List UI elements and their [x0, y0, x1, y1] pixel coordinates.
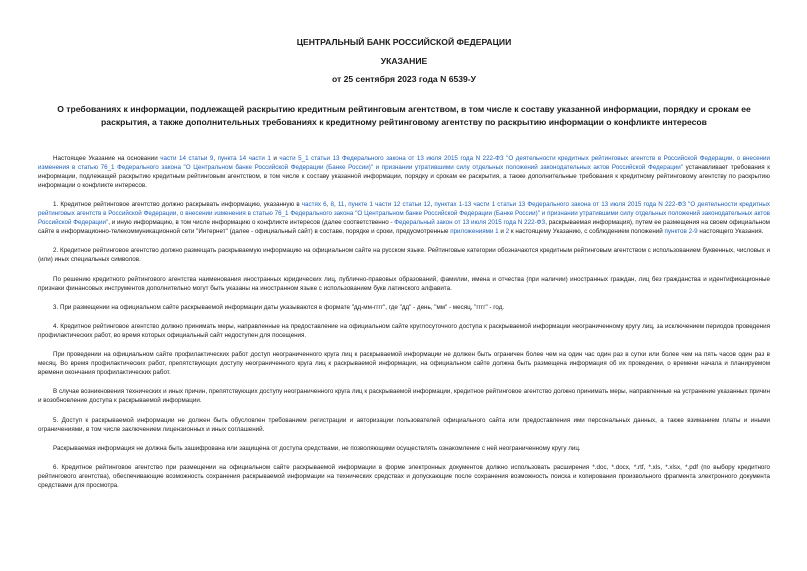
paragraph [38, 154, 770, 190]
paragraph-text: 4. Кредитное рейтинговое агентство должно принимать меры, направленные на предоставление на официальном сайте круглосуточного доступа к раскрываемой информации неограниченному кругу лиц, за исключением периодов проведения профилактических работ, во время которых официальный сайт недоступен для посещения. [38, 322, 770, 339]
paragraph-text: 1. Кредитное рейтинговое агентство должно раскрывать информацию, указанную в [53, 201, 302, 209]
paragraph-text: Раскрываемая информация не должна быть зашифрована или защищена от доступа средствами, не позволяющими осуществлять ознакомление с ней неограниченному кругу лиц. [53, 444, 581, 452]
legal-reference-link[interactable]: 2 [505, 228, 510, 236]
paragraph-text: По решению кредитного рейтингового агентства наименования иностранных юридических лиц, публично-правовых образований, фамилии, имена и отчества (при наличии) иностранных граждан, лиц без гражданства и идентификационные признаки финансовых инструментов дополнительно могут быть указаны на иностранном языке с использованием букв латинского алфавита. [38, 275, 770, 292]
paragraph [38, 275, 770, 293]
paragraph-text: настоящего Указания. [697, 228, 764, 236]
legal-reference-link[interactable]: части 14 статьи 9 [160, 155, 214, 162]
paragraph [38, 387, 770, 405]
paragraph [38, 416, 770, 434]
issuing-organization: ЦЕНТРАЛЬНЫЙ БАНК РОССИЙСКОЙ ФЕДЕРАЦИИ [296, 37, 512, 47]
paragraph [38, 350, 770, 377]
paragraph [38, 246, 770, 264]
paragraph [38, 303, 770, 312]
paragraph [38, 444, 770, 453]
paragraph-text: , и иную информацию, в том числе информацию о конфликте интересов (далее соответственно - [108, 219, 395, 227]
legal-reference-link[interactable]: Федеральный закон от 13 июля 2015 года N 222-ФЗ [394, 219, 546, 227]
paragraph-text: устанавливает требования к информации, подлежащей раскрытию кредитным рейтинговым агентством, в том числе к составу указанной информации, порядку и срокам ее раскрытия, а также дополнительные требования к кредитному рейтинговому агентству по раскрытию информации о конфликте интересов. [38, 164, 770, 189]
document-type: УКАЗАНИЕ [380, 56, 428, 66]
paragraph-text: При проведении на официальном сайте профилактических работ доступ неограниченного круга лиц к раскрываемой информации не должен быть ограничен более чем на один час один раз в сутки или более чем на пять часов один раз в месяц. Во время профилактических работ, препятствующих доступу неограниченного круга лиц к раскрываемой информации, на официальном сайте должна быть размещена информация об их проведении, о времени начала и планируемом времени окончания профилактических работ. [38, 351, 770, 377]
paragraph [38, 200, 770, 236]
paragraph-text: 3. При размещении на официальном сайте раскрываемой информации даты указываются в формате "дд-мм-гггг", где "дд" - день, "мм" - месяц, "гггг" - год. [53, 303, 505, 311]
paragraph-text: к настоящему Указанию, с соблюдением положений [509, 228, 665, 236]
paragraph-text: , [344, 201, 349, 209]
paragraph-text: , [334, 201, 338, 209]
document-body [38, 154, 770, 500]
legal-reference-link[interactable]: пункте 1 части 12 статьи 12 [348, 201, 431, 209]
document-title: О требованиях к информации, подлежащей раскрытию кредитным рейтинговым агентством, в том числе к составу указанной информации, порядку и срокам ее раскрытия, а также дополнительных требованиях к кредитному рейтинговому агентству по раскрытию информации о конфликте интересов [57, 104, 751, 127]
paragraph-text: , [430, 201, 435, 209]
paragraph-text: , раскрываемая информация), путем ее размещения на своем официальном сайте в информационно-телекоммуникационной сети "Интернет" (далее - официальный сайт) в составе, порядке и сроки, предусмотренные [38, 219, 770, 236]
legal-reference-link[interactable]: частях 6 [301, 201, 327, 209]
paragraph-text: 5. Доступ к раскрываемой информации не должен быть обусловлен требованием регистрации и авторизации пользователей официального сайта или предоставления ими персональных данных, а также взиманием платы и иными ограничениями, в том числе заключением лицензионных и иных соглашений. [38, 416, 770, 433]
paragraph-text: , [326, 201, 331, 209]
paragraph-text: и [270, 155, 280, 162]
legal-reference-link[interactable]: пунктов 2-9 [664, 228, 698, 236]
legal-reference-link[interactable]: приложениями 1 [450, 228, 499, 236]
paragraph [38, 463, 770, 490]
legal-reference-link[interactable]: пункта 14 части 1 [217, 155, 271, 162]
legal-reference-link[interactable]: части 5_1 статьи 13 Федерального закона от 13 июля 2015 года N 222-ФЗ "О деятельности кредитных рейтинговых агентств в Российской Федерации, о внесении изменения в статью 76_1 Федерального закона "О Центральном банке Российской Федерации (Банке России)" и признании утратившими силу отдельных положений законодательных актов Российской Федерации" [38, 155, 770, 171]
legal-reference-link[interactable]: 8 [330, 201, 335, 209]
document-date-number: от 25 сентября 2023 года N 6539-У [331, 74, 477, 84]
paragraph-text: и [498, 228, 506, 236]
paragraph-text: Настоящее Указание на основании [53, 155, 161, 162]
paragraph-text: , [213, 155, 218, 162]
paragraph [38, 322, 770, 340]
legal-reference-link[interactable]: 11 [337, 201, 345, 209]
legal-reference-link[interactable]: пунктах 1-13 части 1 статьи 13 Федерального закона от 13 июля 2015 года N 222-ФЗ "О деятельности кредитных рейтинговых агентств в Российской Федерации, о внесении изменения в статью 76_1 Федерального закона "О Центральном банке Российской Федерации (Банке России)" и признании утратившими силу отдельных положений законодательных актов Российской Федерации" [38, 201, 770, 227]
paragraph-text: 2. Кредитное рейтинговое агентство должно размещать раскрываемую информацию на официальном сайте на русском языке. Рейтинговые категории обозначаются кредитным рейтинговым агентством с использованием буквенных, числовых и (или) иных специальных символов. [38, 247, 770, 264]
paragraph-text: 6. Кредитное рейтинговое агентство при размещении на официальном сайте раскрываемой информации в форме электронных документов должно использовать расширения *.doc, *.docx, *.rtf, *.xls, *.xlsx, *.pdf (по выбору кредитного рейтингового агентства), обеспечивающие возможность сохранения раскрываемой информации на технических средствах и допускающие после сохранения возможность поиска и копирования произвольного фрагмента электронного документа средствами для просмотра. [38, 463, 770, 489]
paragraph-text: В случае возникновения технических и иных причин, препятствующих доступу неограниченного круга лиц к раскрываемой информации, кредитное рейтинговое агентство должно принимать меры, направленные на устранение указанных причин и возобновление доступа к раскрываемой информации. [38, 388, 770, 405]
